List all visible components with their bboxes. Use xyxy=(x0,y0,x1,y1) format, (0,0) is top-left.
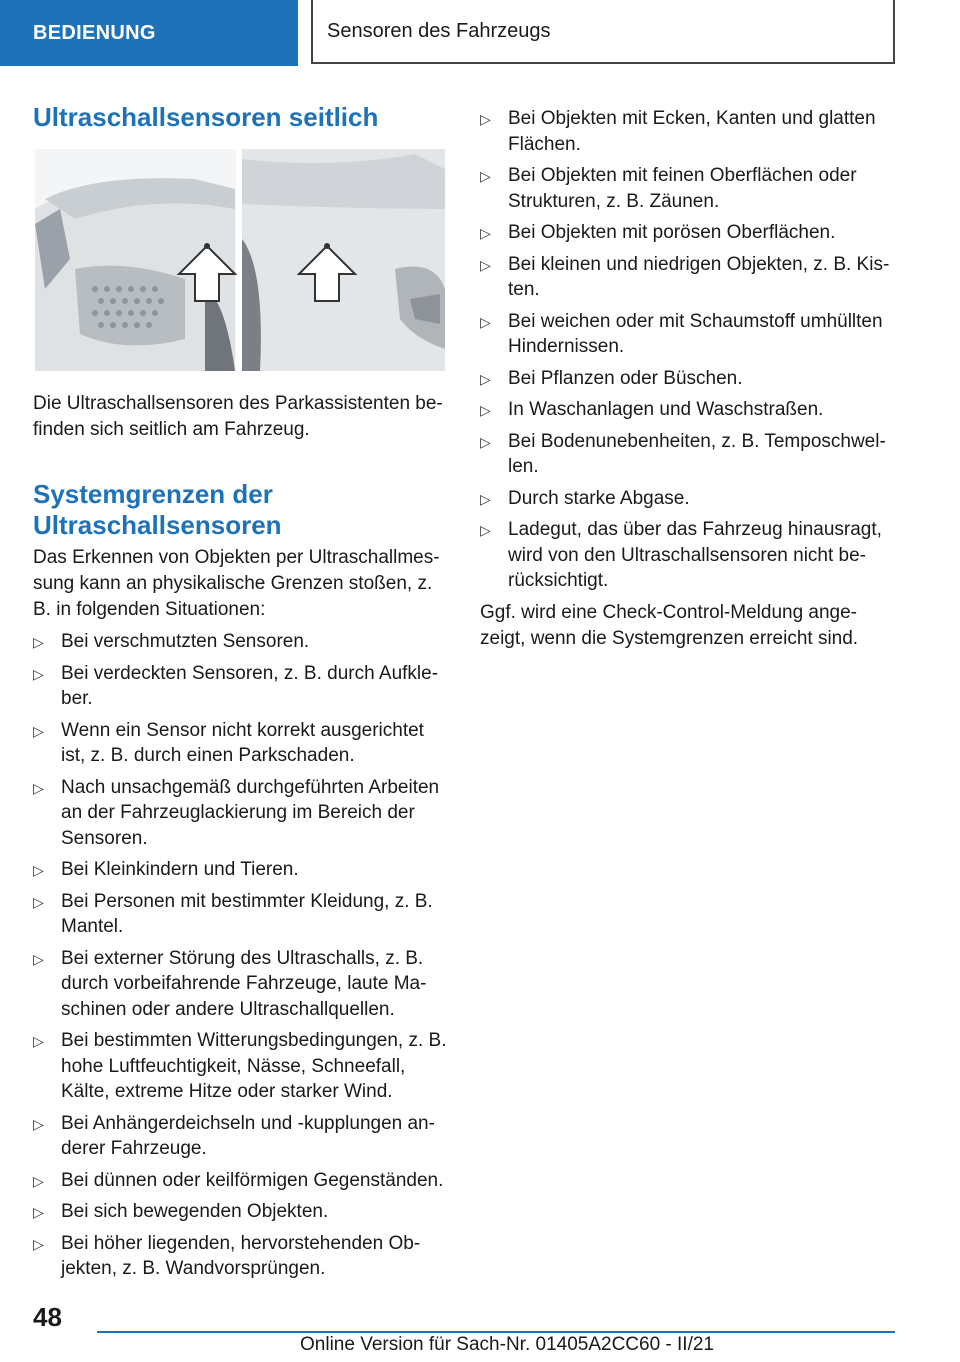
list-item: ▷ Bei externer Störung des Ultraschalls, z. B. durch vorbeifahrende Fahrzeuge, laute Ma-schinen oder andere Ultraschallquellen. xyxy=(33,947,427,1020)
list-item: ▷ Bei Objekten mit feinen Oberflächen oder Strukturen, z. B. Zäunen. xyxy=(480,165,857,212)
triangle-bullet-icon: ▷ xyxy=(33,950,44,967)
footer-online-version: Online Version für Sach-Nr. 01405A2CC60 - II/21 xyxy=(300,1334,715,1355)
triangle-bullet-icon: ▷ xyxy=(33,1033,44,1049)
list-item: ▷ Durch starke Abgase. xyxy=(480,486,900,512)
header-chapter-label: Sensoren des Fahrzeugs xyxy=(327,19,551,42)
car-bumper-image xyxy=(35,149,445,371)
triangle-bullet-icon: ▷ xyxy=(480,256,491,273)
heading-system-limits xyxy=(33,479,451,541)
triangle-bullet-icon: ▷ xyxy=(480,111,491,127)
list-item: ▷ Bei weichen oder mit Schaumstoff umhüllten Hindernissen. xyxy=(480,310,883,357)
list-item: ▷ Bei kleinen und niedrigen Objekten, z. B. Kis-ten. xyxy=(480,253,890,300)
triangle-bullet-icon: ▷ xyxy=(33,1235,44,1252)
list-item: ▷ Bei verdeckten Sensoren, z. B. durch Aufkle-ber. xyxy=(33,662,439,709)
list-item: ▷ Bei höher liegenden, hervorstehenden Ob-jekten, z. B. Wandvorsprüngen. xyxy=(33,1232,421,1279)
list-item: ▷ In Waschanlagen und Waschstraßen. xyxy=(480,397,900,423)
header-section-label: BEDIENUNG xyxy=(33,21,156,44)
triangle-bullet-icon: ▷ xyxy=(33,779,44,796)
list-item: ▷ Nach unsachgemäß durchgeführten Arbeiten an der Fahrzeuglackierung im Bereich der Sensoren. xyxy=(33,776,440,849)
heading-system-limits-line2: Ultraschallsensoren xyxy=(33,510,282,540)
footer-divider xyxy=(97,1331,895,1333)
triangle-bullet-icon: ▷ xyxy=(480,225,491,241)
closing-paragraph: Ggf. wird eine Check-Control-Meldung ange-zeigt, wenn die Systemgrenzen erreicht sind. xyxy=(480,601,859,649)
list-item: ▷ Wenn ein Sensor nicht korrekt ausgerichtet ist, z. B. durch einen Parkschaden. xyxy=(33,719,424,766)
list-item: ▷ Bei Personen mit bestimmter Kleidung, z. B. Mantel. xyxy=(33,890,433,937)
triangle-bullet-icon: ▷ xyxy=(480,490,491,507)
header-chapter xyxy=(311,0,895,64)
triangle-bullet-icon: ▷ xyxy=(33,862,44,878)
list-item: ▷ Bei dünnen oder keilförmigen Gegenständen. xyxy=(33,1168,451,1194)
heading-system-limits-line1: Systemgrenzen der xyxy=(33,479,273,509)
list-item: ▷ Bei Pflanzen oder Büschen. xyxy=(480,366,900,392)
list-item: ▷ Bei verschmutzten Sensoren. xyxy=(33,629,451,655)
right-column xyxy=(480,100,900,652)
image-caption: Die Ultraschallsensoren des Parkassistenten be-finden sich seitlich am Fahrzeug. xyxy=(33,393,443,440)
triangle-bullet-icon: ▷ xyxy=(480,370,491,387)
car-sensor-illustration xyxy=(35,149,445,371)
list-item: ▷ Ladegut, das über das Fahrzeug hinausragt, wird von den Ultraschallsensoren nicht be-rücksichtigt. xyxy=(480,519,882,591)
triangle-bullet-icon: ▷ xyxy=(33,722,44,739)
list-item: ▷ Bei Bodenunebenheiten, z. B. Temposchwel-len. xyxy=(480,430,886,477)
triangle-bullet-icon: ▷ xyxy=(33,1172,44,1189)
triangle-bullet-icon: ▷ xyxy=(480,168,491,184)
list-item: ▷ Bei bestimmten Witterungsbedingungen, z. B. hohe Luftfeuchtigkeit, Nässe, Schneefall, Kälte, extreme Hitze oder starker Wind. xyxy=(33,1030,447,1102)
left-column xyxy=(33,100,451,1288)
header-section xyxy=(0,0,298,66)
list-item: ▷ Bei Objekten mit Ecken, Kanten und glatten Flächen. xyxy=(480,108,876,155)
list-item: ▷ Bei Kleinkindern und Tieren. xyxy=(33,857,451,883)
triangle-bullet-icon: ▷ xyxy=(33,1115,44,1132)
list-item: ▷ Bei Objekten mit porösen Oberflächen. xyxy=(480,220,900,246)
triangle-bullet-icon: ▷ xyxy=(33,1204,44,1220)
triangle-bullet-icon: ▷ xyxy=(33,893,44,910)
left-bullet-list xyxy=(33,629,451,1282)
list-item: ▷ Bei sich bewegenden Objekten. xyxy=(33,1199,451,1225)
intro-paragraph: Das Erkennen von Objekten per Ultraschallmes-sung kann an physikalische Grenzen stoßen, z. B. in folgenden Situationen: xyxy=(33,547,440,620)
right-bullet-list xyxy=(480,106,900,594)
triangle-bullet-icon: ▷ xyxy=(480,522,491,538)
page-number: 48 xyxy=(33,1302,62,1332)
triangle-bullet-icon: ▷ xyxy=(33,665,44,682)
triangle-bullet-icon: ▷ xyxy=(480,402,491,418)
triangle-bullet-icon: ▷ xyxy=(480,433,491,450)
triangle-bullet-icon: ▷ xyxy=(33,634,44,650)
triangle-bullet-icon: ▷ xyxy=(480,313,491,330)
heading-side-sensors: Ultraschallsensoren seitlich xyxy=(33,102,379,132)
list-item: ▷ Bei Anhängerdeichseln und -kupplungen an-derer Fahrzeuge. xyxy=(33,1112,435,1159)
